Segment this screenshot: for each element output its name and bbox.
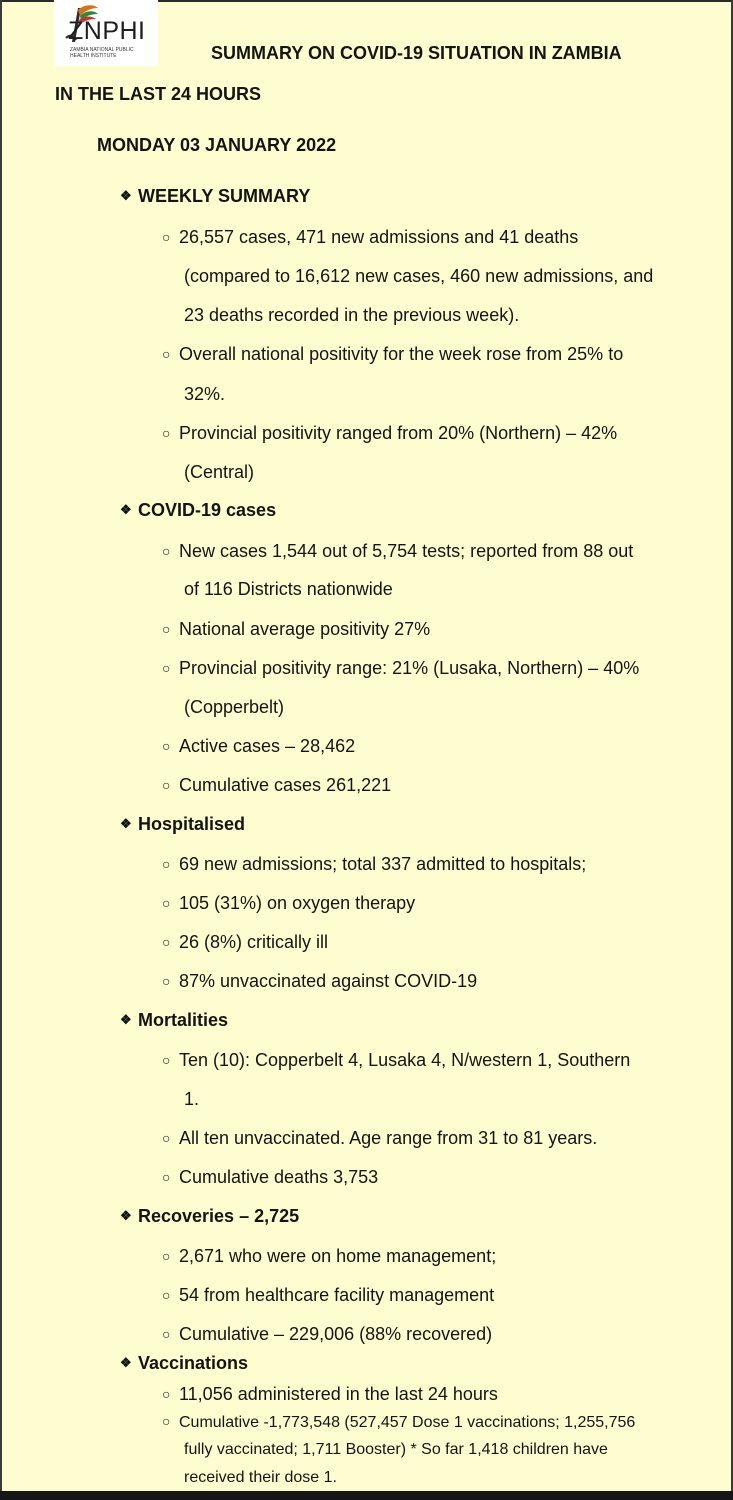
diamond-cluster-icon: ❖ bbox=[120, 1355, 132, 1370]
diamond-cluster-icon: ❖ bbox=[120, 816, 132, 831]
section-heading: WEEKLY SUMMARY bbox=[138, 186, 311, 206]
circle-bullet-icon: ○ bbox=[162, 856, 171, 872]
circle-bullet-icon: ○ bbox=[162, 1248, 171, 1264]
section-mortalities bbox=[120, 1010, 228, 1031]
list-item: ○ Active cases – 28,462 bbox=[162, 736, 356, 756]
page-subtitle: IN THE LAST 24 HOURS bbox=[55, 84, 262, 104]
list-item: ○ Cumulative deaths 3,753 bbox=[162, 1167, 379, 1187]
circle-bullet-icon: ○ bbox=[162, 621, 171, 637]
list-item: ○ 11,056 administered in the last 24 hours bbox=[162, 1384, 498, 1404]
circle-bullet-icon: ○ bbox=[162, 346, 171, 362]
list-item: ○ National average positivity 27% bbox=[162, 619, 431, 639]
list-item-continuation: 23 deaths recorded in the previous week). bbox=[184, 305, 520, 325]
circle-bullet-icon: ○ bbox=[162, 1287, 171, 1303]
list-item-continuation: 32%. bbox=[184, 384, 226, 404]
diamond-cluster-icon: ❖ bbox=[120, 1012, 132, 1027]
list-item: ○ 87% unvaccinated against COVID-19 bbox=[162, 971, 478, 991]
page-title: SUMMARY ON COVID-19 SITUATION IN ZAMBIA bbox=[211, 43, 622, 63]
circle-bullet-icon: ○ bbox=[162, 934, 171, 950]
list-item: ○ Provincial positivity ranged from 20% (Northern) – 42% bbox=[162, 423, 618, 443]
list-item: ○ Cumulative -1,773,548 (527,457 Dose 1 vaccinations; 1,255,756 bbox=[162, 1413, 636, 1431]
list-item-continuation: (compared to 16,612 new cases, 460 new admissions, and bbox=[184, 266, 654, 286]
list-item: ○ New cases 1,544 out of 5,754 tests; reported from 88 out bbox=[162, 541, 634, 561]
list-item-continuation: of 116 Districts nationwide bbox=[184, 579, 393, 599]
section-weekly-summary bbox=[120, 186, 310, 207]
frame-bottom bbox=[0, 1491, 733, 1500]
list-item: ○ Provincial positivity range: 21% (Lusaka, Northern) – 40% bbox=[162, 658, 640, 678]
list-item-continuation: 1. bbox=[184, 1089, 200, 1109]
list-item: ○ All ten unvaccinated. Age range from 31 to 81 years. bbox=[162, 1128, 598, 1148]
section-heading: COVID-19 cases bbox=[138, 500, 277, 520]
circle-bullet-icon: ○ bbox=[162, 1130, 171, 1146]
circle-bullet-icon: ○ bbox=[162, 229, 171, 245]
list-item: ○ 69 new admissions; total 337 admitted to hospitals; bbox=[162, 854, 587, 874]
report-date: MONDAY 03 JANUARY 2022 bbox=[97, 135, 337, 155]
circle-bullet-icon: ○ bbox=[162, 425, 171, 441]
diamond-cluster-icon: ❖ bbox=[120, 1208, 132, 1223]
section-heading: Vaccinations bbox=[138, 1353, 249, 1373]
circle-bullet-icon: ○ bbox=[162, 1326, 171, 1342]
list-item: ○ Ten (10): Copperbelt 4, Lusaka 4, N/western 1, Southern bbox=[162, 1050, 631, 1070]
list-item-continuation: (Copperbelt) bbox=[184, 697, 285, 717]
diamond-cluster-icon: ❖ bbox=[120, 188, 132, 203]
logo-subtitle: ZAMBIA NATIONAL PUBLIC HEALTH INSTITUTE bbox=[70, 47, 134, 59]
list-item: ○ Overall national positivity for the week rose from 25% to bbox=[162, 344, 624, 364]
section-heading: Mortalities bbox=[138, 1010, 229, 1030]
circle-bullet-icon: ○ bbox=[162, 973, 171, 989]
section-heading: Hospitalised bbox=[138, 814, 246, 834]
section-heading: Recoveries – 2,725 bbox=[138, 1206, 300, 1226]
list-item: ○ 26 (8%) critically ill bbox=[162, 932, 329, 952]
list-item-continuation: fully vaccinated; 1,711 Booster) * So far 1,418 children have bbox=[184, 1441, 608, 1458]
circle-bullet-icon: ○ bbox=[162, 777, 171, 793]
section-vaccinations bbox=[120, 1353, 248, 1374]
znphi-logo bbox=[54, 0, 158, 66]
list-item-continuation: (Central) bbox=[184, 462, 255, 482]
circle-bullet-icon: ○ bbox=[162, 1169, 171, 1185]
list-item: ○ 105 (31%) on oxygen therapy bbox=[162, 893, 416, 913]
circle-bullet-icon: ○ bbox=[162, 738, 171, 754]
circle-bullet-icon: ○ bbox=[162, 543, 171, 559]
list-item: ○ Cumulative – 229,006 (88% recovered) bbox=[162, 1324, 493, 1344]
list-item: ○ 54 from healthcare facility management bbox=[162, 1285, 495, 1305]
circle-bullet-icon: ○ bbox=[162, 1052, 171, 1068]
list-item-continuation: received their dose 1. bbox=[184, 1469, 337, 1486]
circle-bullet-icon: ○ bbox=[162, 895, 171, 911]
section-recoveries bbox=[120, 1206, 299, 1227]
section-covid-cases bbox=[120, 500, 276, 521]
list-item: ○ Cumulative cases 261,221 bbox=[162, 775, 392, 795]
diamond-cluster-icon: ❖ bbox=[120, 502, 132, 517]
circle-bullet-icon: ○ bbox=[162, 660, 171, 676]
frame-left bbox=[0, 0, 2, 1500]
list-item: ○ 26,557 cases, 471 new admissions and 41 deaths bbox=[162, 227, 579, 247]
circle-bullet-icon: ○ bbox=[162, 1386, 171, 1402]
section-hospitalised bbox=[120, 814, 245, 835]
circle-bullet-icon: ○ bbox=[162, 1413, 171, 1429]
logo-name: ZNPHI bbox=[68, 17, 146, 45]
list-item: ○ 2,671 who were on home management; bbox=[162, 1246, 497, 1266]
